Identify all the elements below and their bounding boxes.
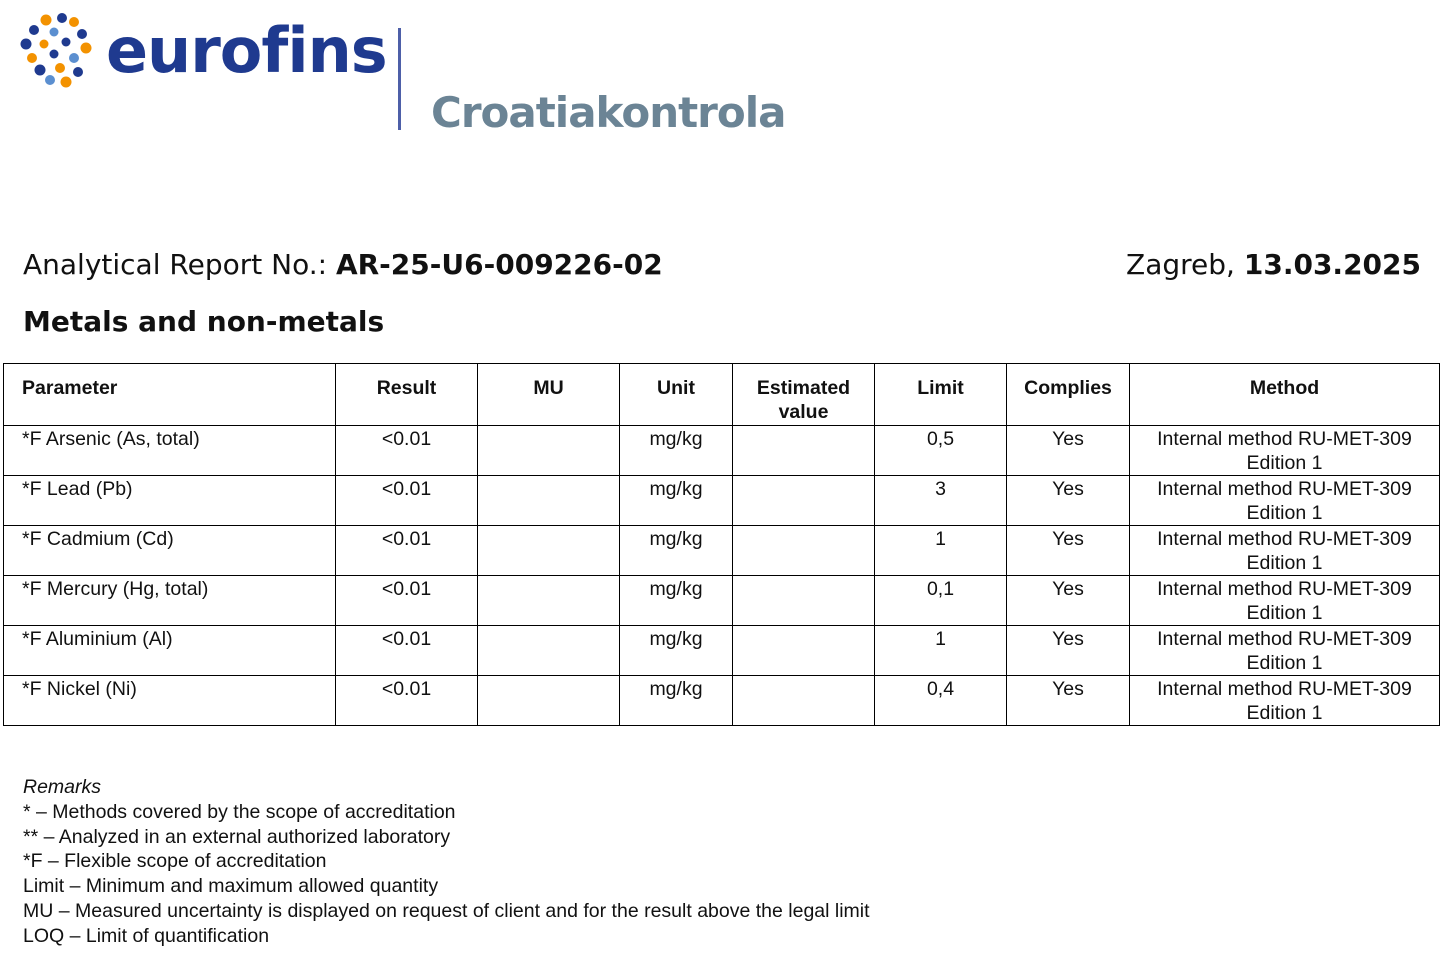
header-estimated-value <box>733 364 875 426</box>
cell-mu <box>478 676 620 726</box>
remark-line: * – Methods covered by the scope of accreditation <box>23 800 456 823</box>
cell-unit: mg/kg <box>620 476 733 526</box>
cell-result: <0.01 <box>336 676 478 726</box>
cell-limit: 0,4 <box>875 676 1007 726</box>
report-date-line <box>1126 248 1421 281</box>
method-line1: Internal method RU-MET-309 <box>1157 478 1412 500</box>
report-number: AR-25-U6-009226-02 <box>335 248 663 281</box>
remark-line: LOQ – Limit of quantification <box>23 924 270 947</box>
brand-name: eurofins <box>106 14 387 87</box>
remark-line: Limit – Minimum and maximum allowed quantity <box>23 875 439 898</box>
cell-mu <box>478 626 620 676</box>
cell-estimated <box>733 676 875 726</box>
cell-method <box>1130 426 1440 476</box>
cell-estimated <box>733 626 875 676</box>
cell-estimated <box>733 576 875 626</box>
table-row <box>4 576 1440 626</box>
cell-method <box>1130 626 1440 676</box>
cell-complies: Yes <box>1007 426 1130 476</box>
cell-parameter: *F Lead (Pb) <box>4 476 336 526</box>
cell-result: <0.01 <box>336 426 478 476</box>
cell-result: <0.01 <box>336 576 478 626</box>
report-date: 13.03.2025 <box>1243 248 1421 281</box>
remarks-title: Remarks <box>23 776 102 798</box>
cell-limit: 0,1 <box>875 576 1007 626</box>
method-line1: Internal method RU-MET-309 <box>1157 628 1412 650</box>
cell-limit: 3 <box>875 476 1007 526</box>
table-row <box>4 526 1440 576</box>
remarks-section <box>23 775 870 949</box>
company-logo <box>20 12 786 137</box>
method-line2: Edition 1 <box>1246 702 1323 724</box>
cell-complies: Yes <box>1007 526 1130 576</box>
header-estimated-line1: Estimated <box>756 377 851 399</box>
cell-result: <0.01 <box>336 526 478 576</box>
cell-complies: Yes <box>1007 626 1130 676</box>
report-place: Zagreb, <box>1126 248 1235 281</box>
header-parameter: Parameter <box>4 364 336 426</box>
table-row <box>4 426 1440 476</box>
table-row <box>4 626 1440 676</box>
cell-result: <0.01 <box>336 626 478 676</box>
cell-mu <box>478 576 620 626</box>
header-estimated-line2: value <box>778 401 829 423</box>
cell-estimated <box>733 426 875 476</box>
cell-parameter: *F Arsenic (As, total) <box>4 426 336 476</box>
cell-unit: mg/kg <box>620 526 733 576</box>
cell-limit: 1 <box>875 626 1007 676</box>
cell-method <box>1130 526 1440 576</box>
sub-brand-name: Croatiakontrola <box>431 88 786 137</box>
cell-parameter: *F Cadmium (Cd) <box>4 526 336 576</box>
header-limit: Limit <box>875 364 1007 426</box>
cell-unit: mg/kg <box>620 576 733 626</box>
remark-line: ** – Analyzed in an external authorized laboratory <box>23 825 451 848</box>
cell-unit: mg/kg <box>620 426 733 476</box>
header-complies: Complies <box>1007 364 1130 426</box>
report-label: Analytical Report No.: <box>23 248 328 281</box>
cell-method <box>1130 476 1440 526</box>
cell-result: <0.01 <box>336 476 478 526</box>
cell-complies: Yes <box>1007 676 1130 726</box>
method-line1: Internal method RU-MET-309 <box>1157 428 1412 450</box>
remark-line: MU – Measured uncertainty is displayed on request of client and for the result above the legal limit <box>23 899 870 922</box>
cell-mu <box>478 526 620 576</box>
results-table <box>3 363 1440 726</box>
table-row <box>4 476 1440 526</box>
cell-method <box>1130 576 1440 626</box>
header-result: Result <box>336 364 478 426</box>
cell-complies: Yes <box>1007 476 1130 526</box>
method-line2: Edition 1 <box>1246 452 1323 474</box>
table-row <box>4 676 1440 726</box>
cell-unit: mg/kg <box>620 626 733 676</box>
header-mu: MU <box>478 364 620 426</box>
header-unit: Unit <box>620 364 733 426</box>
method-line2: Edition 1 <box>1246 502 1323 524</box>
logo-divider <box>398 28 401 130</box>
method-line1: Internal method RU-MET-309 <box>1157 678 1412 700</box>
cell-parameter: *F Mercury (Hg, total) <box>4 576 336 626</box>
eurofins-dots-icon <box>20 12 96 88</box>
cell-limit: 0,5 <box>875 426 1007 476</box>
cell-mu <box>478 426 620 476</box>
cell-limit: 1 <box>875 526 1007 576</box>
cell-method <box>1130 676 1440 726</box>
report-number-line <box>23 248 663 281</box>
table-header-row <box>4 364 1440 426</box>
cell-parameter: *F Aluminium (Al) <box>4 626 336 676</box>
method-line1: Internal method RU-MET-309 <box>1157 528 1412 550</box>
method-line2: Edition 1 <box>1246 552 1323 574</box>
cell-estimated <box>733 476 875 526</box>
cell-parameter: *F Nickel (Ni) <box>4 676 336 726</box>
section-title: Metals and non-metals <box>23 305 385 338</box>
header-method: Method <box>1130 364 1440 426</box>
method-line1: Internal method RU-MET-309 <box>1157 578 1412 600</box>
cell-complies: Yes <box>1007 576 1130 626</box>
method-line2: Edition 1 <box>1246 652 1323 674</box>
cell-mu <box>478 476 620 526</box>
method-line2: Edition 1 <box>1246 602 1323 624</box>
cell-estimated <box>733 526 875 576</box>
remark-line: *F – Flexible scope of accreditation <box>23 850 327 873</box>
cell-unit: mg/kg <box>620 676 733 726</box>
